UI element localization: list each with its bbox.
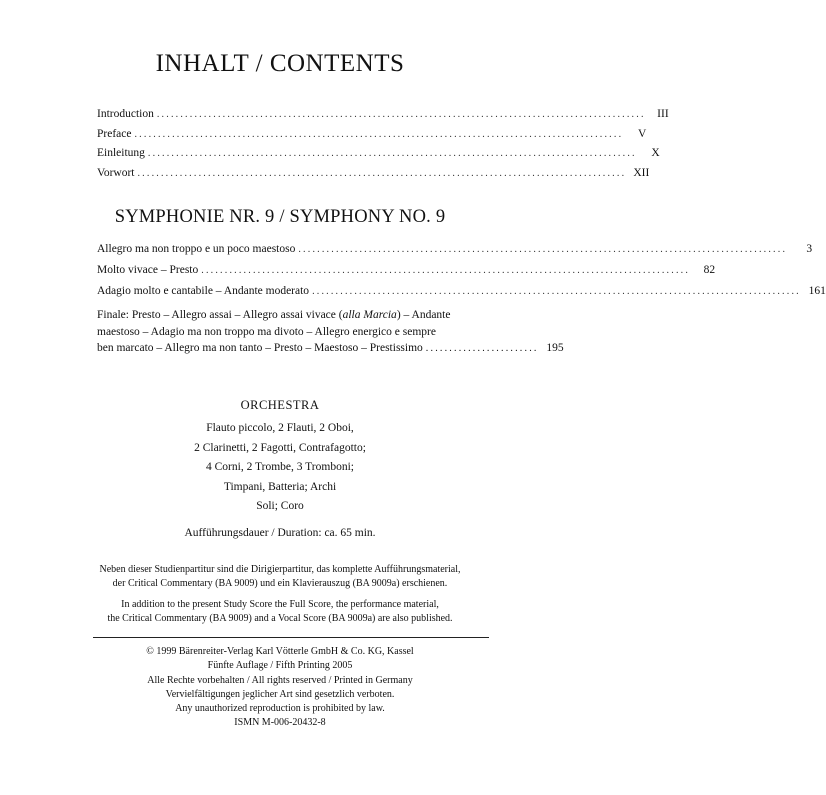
toc-entry-movement-2[interactable] [97, 264, 716, 285]
imprint-line: ISMN M-006-20432-8 [234, 717, 326, 729]
toc-entry-movement-3[interactable] [97, 285, 826, 306]
toc-entry-movement-1[interactable] [97, 243, 813, 264]
toc-entry-einleitung[interactable] [97, 147, 660, 167]
imprint-line: © 1999 Bärenreiter-Verlag Karl Vötterle GmbH & Co. KG, Kassel [146, 646, 414, 657]
symphony-title: SYMPHONIE NR. 9 / SYMPHONY NO. 9 [114, 207, 446, 227]
note-line: the Critical Commentary (BA 9009) and a Vocal Score (BA 9009a) are also published. [107, 613, 453, 624]
toc-entry-label: Einleitung [97, 147, 145, 159]
toc-entry-page: V [637, 127, 647, 140]
toc-entry-vorwort[interactable] [97, 166, 650, 187]
imprint-line: Fünfte Auflage / Fifth Printing 2005 [207, 660, 353, 672]
note-line: der Critical Commentary (BA 9009) und ein Klavierauszug (BA 9009a) erschienen. [112, 578, 448, 589]
divider [93, 637, 489, 638]
toc-entry-page: III [657, 108, 669, 120]
movement-page: 161 [808, 285, 826, 297]
orchestra-line: Soli; Coro [256, 500, 304, 512]
orchestra-list [0, 419, 560, 517]
finale-text: ben marcato – Allegro ma non tanto – Presto – Maestoso – Prestissimo [97, 342, 423, 354]
orchestra-line: 2 Clarinetti, 2 Fagotti, Contrafagotto; [194, 441, 366, 454]
toc-entry-introduction[interactable] [97, 108, 669, 128]
page-title: INHALT / CONTENTS [155, 50, 405, 77]
finale-line-1 [97, 307, 487, 324]
leader-dots: ........................................................................................................ [312, 286, 801, 297]
movement-page: 3 [806, 243, 813, 255]
movement-label: Adagio molto e cantabile – Andante moderato [97, 285, 310, 297]
orchestra-line: Timpani, Batteria; Archi [223, 480, 337, 493]
toc-entry-page: XII [633, 166, 650, 179]
english-note [0, 598, 560, 626]
imprint-line: Alle Rechte vorbehalten / All rights reserved / Printed in Germany [147, 674, 413, 686]
finale-line-3 [97, 340, 564, 358]
finale-line-2: maestoso – Adagio ma non troppo ma divoto – Allegro energico e sempre [97, 325, 436, 338]
toc-entry-label: Preface [97, 127, 132, 140]
toc-entry-label: Introduction [97, 108, 154, 120]
duration-text: Aufführungsdauer / Duration: ca. 65 min. [184, 527, 376, 539]
leader-dots: ........................................................................................................ [201, 265, 691, 276]
finale-text: ) – Andante [396, 309, 451, 321]
leader-dots: ........................................................................................................ [134, 128, 624, 140]
toc-entry-movement-4[interactable] [97, 307, 564, 358]
movement-page: 195 [546, 342, 564, 354]
leader-dots: ........................................................................................................ [137, 167, 627, 179]
note-line: In addition to the present Study Score the Full Score, the performance material, [121, 599, 439, 610]
finale-text: Finale: Presto – Allegro assai – Allegro assai vivace ( [97, 309, 343, 321]
movements-toc [97, 243, 826, 358]
toc-entry-label: Vorwort [97, 166, 135, 179]
toc-entry-page: X [651, 147, 660, 159]
movement-label: Molto vivace – Presto [97, 264, 199, 276]
leader-dots: ........................................................................................................ [156, 109, 646, 120]
front-matter-toc [97, 108, 669, 186]
finale-italic-text: alla Marcia [342, 309, 397, 321]
orchestra-heading: ORCHESTRA [240, 398, 320, 412]
leader-dots: ........................................................................................................ [298, 244, 788, 255]
imprint-line: Any unauthorized reproduction is prohibited by law. [175, 703, 385, 715]
imprint-line: Vervielfältigungen jeglicher Art sind gesetzlich verboten. [165, 688, 395, 700]
movement-page: 82 [703, 264, 716, 276]
leader-dots: ........................................................................................................ [147, 148, 637, 159]
german-note [0, 563, 560, 591]
note-line: Neben dieser Studienpartitur sind die Dirigierpartitur, das komplette Aufführungsmaterial, [99, 564, 461, 575]
leader-dots: ........................ [425, 343, 539, 354]
imprint-block [0, 645, 560, 731]
orchestra-line: Flauto piccolo, 2 Flauti, 2 Oboi, [206, 422, 354, 434]
movement-label: Allegro ma non troppo e un poco maestoso [97, 243, 296, 255]
orchestra-line: 4 Corni, 2 Trombe, 3 Tromboni; [206, 461, 354, 473]
toc-entry-preface[interactable] [97, 127, 647, 148]
